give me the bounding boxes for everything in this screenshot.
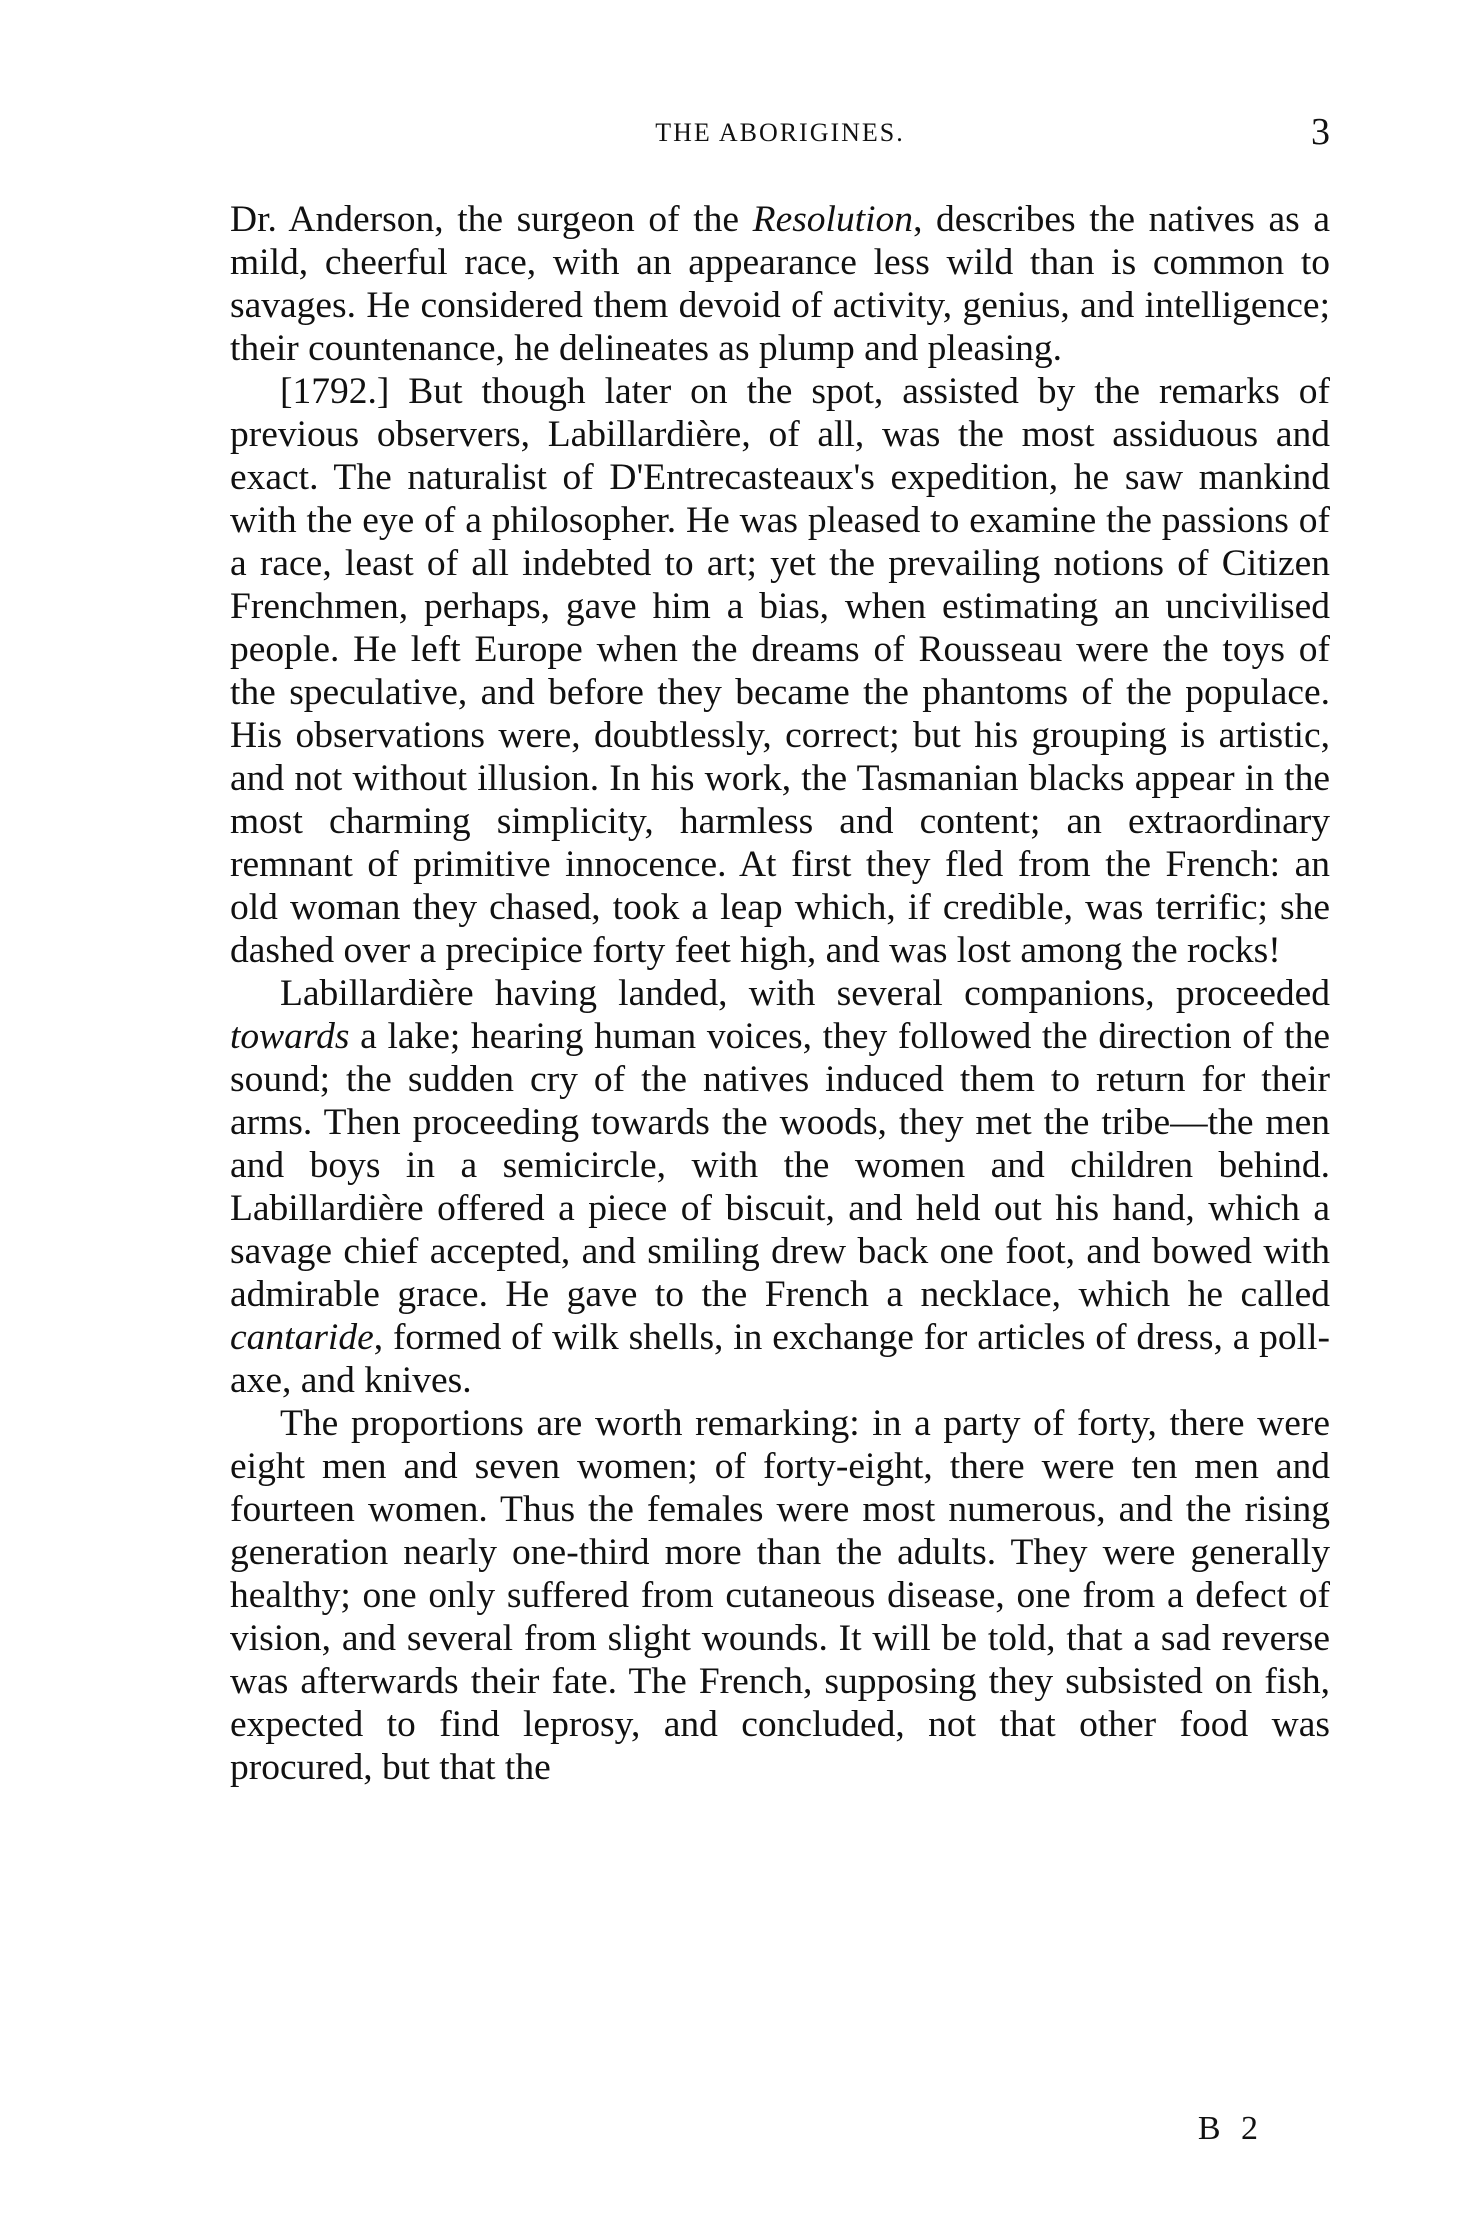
ship-name: Resolution [752, 199, 914, 240]
italic-term: cantaride [230, 1317, 374, 1358]
italic-word: towards [230, 1016, 350, 1057]
body-text [230, 198, 1330, 1789]
running-title: THE ABORIGINES. [655, 118, 905, 147]
paragraph-text: Labillardière having landed, with several companions, proceeded [280, 973, 1330, 1014]
running-head [230, 110, 1330, 160]
paragraph-text: a lake; hearing human voices, they followed the direction of the sound; the sudden cry of the natives induced them to return for their arms. Then proceeding towards the woods, they met the tribe—the men and boys in a semicircle, with the women and children behind. Labillardière offered a piece of biscuit, and held out his hand, which a savage chief accepted, and smiling drew back one foot, and bowed with admirable grace. He gave to the French a necklace, which he called [230, 1016, 1330, 1315]
paragraph-labillardiere: [1792.] But though later on the spot, assisted by the remarks of previous observers, Labillardière, of all, was the most assiduous and exact. The naturalist of D'Entrecasteaux's expedition, he saw mankind with the eye of a philosopher. He was pleased to examine the passions of a race, least of all indebted to art; yet the prevailing notions of Citizen Frenchmen, perhaps, gave him a bias, when estimating an uncivilised people. He left Europe when the dreams of Rousseau were the toys of the speculative, and before they became the phantoms of the populace. His observations were, doubtlessly, correct; but his grouping is artistic, and not without illusion. In his work, the Tasmanian blacks appear in the most charming simplicity, harmless and content; an extraordinary remnant of primitive innocence. At first they fled from the French: an old woman they chased, took a leap which, if credible, was terrific; she dashed over a precipice forty feet high, and was lost among the rocks! [230, 371, 1330, 971]
paragraph-text: , formed of wilk shells, in exchange for articles of dress, a poll-axe, and knives. [230, 1317, 1330, 1401]
page-number: 3 [1311, 111, 1330, 153]
book-page [230, 110, 1330, 1789]
paragraph-text: Dr. Anderson, the surgeon of the [230, 199, 753, 240]
paragraph-anderson [230, 198, 1330, 370]
paragraph-proportions: The proportions are worth remarking: in a party of forty, there were eight men and seven women; of forty-eight, there were ten men and fourteen women. Thus the females were most numerous, and the rising generation nearly one-third more than the adults. They were generally healthy; one only suffered from cutaneous disease, one from a defect of vision, and several from slight wounds. It will be told, that a sad reverse was afterwards their fate. The French, supposing they subsisted on fish, expected to find leprosy, and concluded, not that other food was procured, but that the [230, 1403, 1330, 1788]
signature-mark: B 2 [1197, 2110, 1264, 2147]
paragraph-text: , describes the natives as a mild, cheerful race, with an appearance less wild than is common to savages. He considered them devoid of activity, genius, and intelligence; their countenance, he delineates as plump and pleasing. [230, 199, 1330, 369]
paragraph-landing [230, 972, 1330, 1402]
